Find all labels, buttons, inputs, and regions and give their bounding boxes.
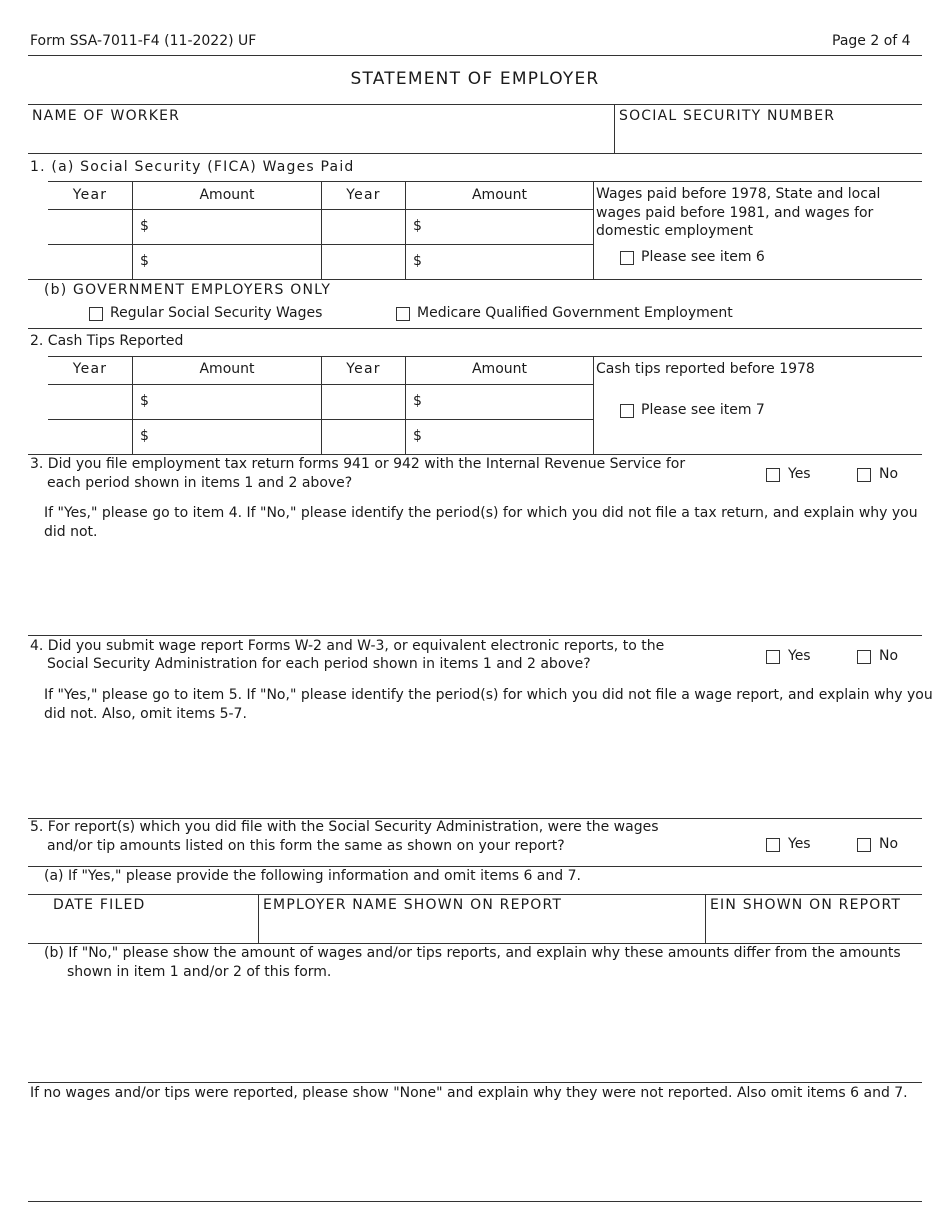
item5b-label: (b) If "No," please show the amount of wages and/or tips reports, and explain why these amounts differ from the amounts (44, 945, 901, 961)
item5-yes-label: Yes (788, 836, 811, 852)
item5-question-cont: and/or tip amounts listed on this form the same as shown on your report? (47, 838, 565, 854)
amount-field[interactable] (406, 210, 593, 243)
col-amount-header: Amount (471, 361, 527, 377)
item4-question: 4. Did you submit wage report Forms W-2 and W-3, or equivalent electronic reports, to the (30, 638, 665, 654)
dollar-sign: $ (413, 393, 422, 409)
regular-ss-wages-label: Regular Social Security Wages (110, 305, 323, 321)
item5-question: 5. For report(s) which you did file with the Social Security Administration, were the wages (30, 819, 659, 835)
no-wages-explanation-field[interactable] (30, 1106, 920, 1198)
item4-question-cont: Social Security Administration for each period shown in items 1 and 2 above? (47, 656, 591, 672)
item3-instructions-cont: did not. (44, 524, 98, 540)
col-year-header: Year (72, 187, 108, 203)
medicare-qualified-label: Medicare Qualified Government Employment (417, 305, 733, 321)
no-wages-note: If no wages and/or tips were reported, please show "None" and explain why they were not reported. Also omit items 6 and 7. (30, 1085, 908, 1101)
year-field[interactable] (322, 210, 405, 243)
dollar-sign: $ (140, 393, 149, 409)
item4-yes-label: Yes (788, 648, 811, 664)
year-field[interactable] (49, 245, 131, 278)
ssn-field[interactable] (619, 128, 919, 152)
item2-label: 2. Cash Tips Reported (30, 333, 184, 349)
amount-field[interactable] (133, 385, 321, 418)
item5b-label-cont: shown in item 1 and/or 2 of this form. (67, 964, 332, 980)
dollar-sign: $ (413, 428, 422, 444)
date-filed-label: DATE FILED (53, 897, 146, 913)
item3-yes-checkbox[interactable] (766, 468, 780, 482)
item7-checkbox[interactable] (620, 404, 634, 418)
dollar-sign: $ (140, 253, 149, 269)
ssn-label: SOCIAL SECURITY NUMBER (619, 108, 836, 124)
divider (258, 894, 259, 943)
item6-checkbox[interactable] (620, 251, 634, 265)
item1-side-note: Wages paid before 1978, State and local wages paid before 1981, and wages for domestic employment (596, 186, 881, 239)
divider (593, 356, 594, 454)
col-year-header: Year (72, 361, 108, 377)
ein-field[interactable] (708, 917, 920, 941)
ein-label: EIN SHOWN ON REPORT (710, 897, 902, 913)
divider (593, 181, 594, 279)
medicare-qualified-checkbox[interactable] (396, 307, 410, 321)
divider (28, 454, 922, 455)
divider (48, 356, 922, 357)
year-field[interactable] (322, 420, 405, 453)
divider (28, 328, 922, 329)
date-filed-field[interactable] (30, 917, 256, 941)
item4-instructions: If "Yes," please go to item 5. If "No," please identify the period(s) for which you did not file a wage report, and explain why you (44, 687, 933, 703)
dollar-sign: $ (140, 218, 149, 234)
year-field[interactable] (322, 385, 405, 418)
dollar-sign: $ (413, 218, 422, 234)
divider (28, 153, 922, 154)
page-title: STATEMENT OF EMPLOYER (350, 69, 600, 89)
year-field[interactable] (49, 210, 131, 243)
amount-field[interactable] (406, 245, 593, 278)
year-field[interactable] (49, 385, 131, 418)
divider (28, 55, 922, 56)
employer-name-field[interactable] (261, 917, 703, 941)
divider (28, 1082, 922, 1083)
item4-instructions-cont: did not. Also, omit items 5-7. (44, 706, 247, 722)
divider (614, 104, 615, 153)
dollar-sign: $ (140, 428, 149, 444)
item4-no-checkbox[interactable] (857, 650, 871, 664)
col-amount-header: Amount (199, 361, 255, 377)
item3-question-cont: each period shown in items 1 and 2 above? (47, 475, 353, 491)
form-id: Form SSA-7011-F4 (11-2022) UF (30, 33, 257, 49)
item4-no-label: No (879, 648, 899, 664)
item5-yes-checkbox[interactable] (766, 838, 780, 852)
year-field[interactable] (49, 420, 131, 453)
item6-checkbox-label: Please see item 6 (641, 249, 765, 265)
divider (705, 894, 706, 943)
col-year-header: Year (346, 361, 381, 377)
item3-yes-label: Yes (788, 466, 811, 482)
item3-no-checkbox[interactable] (857, 468, 871, 482)
amount-field[interactable] (406, 385, 593, 418)
item3-explanation-field[interactable] (44, 545, 920, 633)
col-amount-header: Amount (471, 187, 527, 203)
divider (28, 894, 922, 895)
divider (28, 943, 922, 944)
amount-field[interactable] (133, 420, 321, 453)
divider (28, 104, 922, 105)
item3-no-label: No (879, 466, 899, 482)
item5-no-label: No (879, 836, 899, 852)
item3-question: 3. Did you file employment tax return forms 941 or 942 with the Internal Revenue Service for (30, 456, 686, 472)
dollar-sign: $ (413, 253, 422, 269)
worker-name-field[interactable] (32, 128, 610, 152)
amount-field[interactable] (133, 245, 321, 278)
year-field[interactable] (322, 245, 405, 278)
divider (48, 181, 922, 182)
item7-checkbox-label: Please see item 7 (641, 402, 765, 418)
col-amount-header: Amount (199, 187, 255, 203)
item2-side-note: Cash tips reported before 1978 (596, 361, 815, 377)
col-year-header: Year (346, 187, 381, 203)
regular-ss-wages-checkbox[interactable] (89, 307, 103, 321)
divider (28, 279, 922, 280)
amount-field[interactable] (406, 420, 593, 453)
item1-label: 1. (a) Social Security (FICA) Wages Paid (30, 159, 355, 175)
item1b-label: (b) GOVERNMENT EMPLOYERS ONLY (44, 282, 332, 298)
item5-no-checkbox[interactable] (857, 838, 871, 852)
item5b-explanation-field[interactable] (44, 985, 920, 1079)
amount-field[interactable] (133, 210, 321, 243)
divider (28, 866, 922, 867)
worker-name-label: NAME OF WORKER (32, 108, 181, 124)
item5a-label: (a) If "Yes," please provide the following information and omit items 6 and 7. (44, 868, 581, 884)
employer-name-label: EMPLOYER NAME SHOWN ON REPORT (263, 897, 563, 913)
item3-instructions: If "Yes," please go to item 4. If "No," please identify the period(s) for which you did not file a tax return, and explain why you (44, 505, 918, 521)
divider (28, 1201, 922, 1202)
item4-explanation-field[interactable] (44, 727, 920, 815)
page-number: Page 2 of 4 (832, 33, 911, 49)
divider (28, 635, 922, 636)
item4-yes-checkbox[interactable] (766, 650, 780, 664)
